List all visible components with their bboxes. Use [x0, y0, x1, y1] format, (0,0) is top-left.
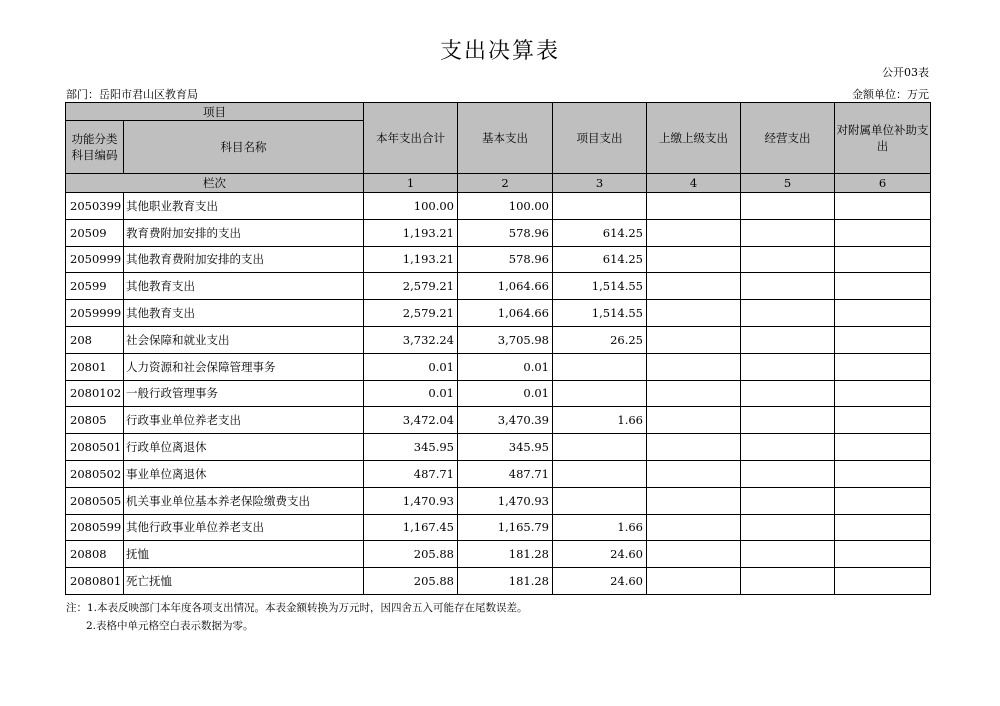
- cell-business: [741, 353, 835, 380]
- cell-basic: 345.95: [458, 434, 553, 461]
- table-row: [66, 541, 931, 568]
- header-name: 科目名称: [124, 121, 364, 174]
- col-number: 1: [364, 174, 458, 193]
- cell-project: 614.25: [553, 246, 647, 273]
- cell-basic: 487.71: [458, 460, 553, 487]
- cell-upper: [647, 193, 741, 220]
- cell-total: 3,732.24: [364, 326, 458, 353]
- cell-total: 1,193.21: [364, 246, 458, 273]
- table-row: [66, 434, 931, 461]
- cell-total: 205.88: [364, 541, 458, 568]
- cell-total: 1,167.45: [364, 514, 458, 541]
- cell-code: 2059999: [66, 300, 124, 327]
- table-row: [66, 353, 931, 380]
- cell-subsidy: [835, 353, 931, 380]
- cell-name: 抚恤: [124, 541, 364, 568]
- cell-total: 345.95: [364, 434, 458, 461]
- cell-business: [741, 407, 835, 434]
- cell-upper: [647, 246, 741, 273]
- note-1: 注：1.本表反映部门本年度各项支出情况。本表金额转换为万元时，因四舍五入可能存在尾数误差。: [66, 602, 528, 614]
- cell-basic: 1,064.66: [458, 273, 553, 300]
- cell-subsidy: [835, 514, 931, 541]
- header-col-total: 本年支出合计: [364, 103, 458, 174]
- cell-upper: [647, 434, 741, 461]
- cell-total: 0.01: [364, 353, 458, 380]
- cell-subsidy: [835, 380, 931, 407]
- cell-business: [741, 193, 835, 220]
- cell-project: 1.66: [553, 514, 647, 541]
- cell-upper: [647, 487, 741, 514]
- cell-project: [553, 460, 647, 487]
- cell-project: 614.25: [553, 219, 647, 246]
- header-code: 功能分类科目编码: [66, 121, 124, 174]
- cell-name: 事业单位离退休: [124, 460, 364, 487]
- cell-project: 1,514.55: [553, 273, 647, 300]
- cell-basic: 181.28: [458, 568, 553, 595]
- col-number: 4: [647, 174, 741, 193]
- cell-name: 其他教育支出: [124, 300, 364, 327]
- cell-basic: 0.01: [458, 353, 553, 380]
- table-row: [66, 407, 931, 434]
- cell-code: 2080505: [66, 487, 124, 514]
- table-row: [66, 380, 931, 407]
- expenditure-table: [65, 102, 931, 595]
- cell-project: 24.60: [553, 568, 647, 595]
- cell-upper: [647, 460, 741, 487]
- header-col-basic: 基本支出: [458, 103, 553, 174]
- cell-basic: 181.28: [458, 541, 553, 568]
- cell-subsidy: [835, 487, 931, 514]
- cell-code: 2080102: [66, 380, 124, 407]
- col-number: 5: [741, 174, 835, 193]
- cell-subsidy: [835, 541, 931, 568]
- cell-business: [741, 219, 835, 246]
- cell-name: 行政事业单位养老支出: [124, 407, 364, 434]
- cell-business: [741, 434, 835, 461]
- cell-upper: [647, 219, 741, 246]
- cell-subsidy: [835, 246, 931, 273]
- cell-code: 20808: [66, 541, 124, 568]
- cell-business: [741, 541, 835, 568]
- cell-subsidy: [835, 568, 931, 595]
- col-number: 2: [458, 174, 553, 193]
- header-col-subsidy: 对附属单位补助支出: [835, 103, 931, 174]
- table-row: [66, 460, 931, 487]
- cell-name: 机关事业单位基本养老保险缴费支出: [124, 487, 364, 514]
- cell-business: [741, 273, 835, 300]
- cell-project: [553, 380, 647, 407]
- cell-upper: [647, 353, 741, 380]
- table-row: [66, 487, 931, 514]
- cell-project: [553, 487, 647, 514]
- cell-business: [741, 326, 835, 353]
- cell-total: 100.00: [364, 193, 458, 220]
- cell-basic: 578.96: [458, 219, 553, 246]
- cell-basic: 578.96: [458, 246, 553, 273]
- cell-project: 1.66: [553, 407, 647, 434]
- cell-subsidy: [835, 460, 931, 487]
- cell-total: 1,193.21: [364, 219, 458, 246]
- cell-name: 人力资源和社会保障管理事务: [124, 353, 364, 380]
- cell-name: 其他教育支出: [124, 273, 364, 300]
- cell-code: 20599: [66, 273, 124, 300]
- amount-unit-label: 金额单位：万元: [852, 88, 929, 101]
- header-col-upper: 上缴上级支出: [647, 103, 741, 174]
- cell-total: 0.01: [364, 380, 458, 407]
- cell-name: 教育费附加安排的支出: [124, 219, 364, 246]
- cell-basic: 3,470.39: [458, 407, 553, 434]
- cell-name: 社会保障和就业支出: [124, 326, 364, 353]
- cell-total: 3,472.04: [364, 407, 458, 434]
- cell-business: [741, 300, 835, 327]
- department-label: 部门：岳阳市君山区教育局: [66, 88, 198, 101]
- cell-code: 2050999: [66, 246, 124, 273]
- cell-subsidy: [835, 407, 931, 434]
- cell-upper: [647, 407, 741, 434]
- table-row: [66, 514, 931, 541]
- header-item: 项目: [66, 103, 364, 121]
- cell-name: 行政单位离退休: [124, 434, 364, 461]
- cell-project: 26.25: [553, 326, 647, 353]
- cell-code: 2080502: [66, 460, 124, 487]
- cell-subsidy: [835, 434, 931, 461]
- cell-total: 1,470.93: [364, 487, 458, 514]
- table-row: [66, 246, 931, 273]
- cell-project: [553, 193, 647, 220]
- cell-total: 205.88: [364, 568, 458, 595]
- cell-subsidy: [835, 219, 931, 246]
- cell-upper: [647, 514, 741, 541]
- cell-business: [741, 568, 835, 595]
- table-row: [66, 219, 931, 246]
- cell-project: 24.60: [553, 541, 647, 568]
- cell-project: 1,514.55: [553, 300, 647, 327]
- cell-basic: 0.01: [458, 380, 553, 407]
- cell-total: 2,579.21: [364, 273, 458, 300]
- cell-business: [741, 460, 835, 487]
- cell-name: 其他职业教育支出: [124, 193, 364, 220]
- cell-subsidy: [835, 193, 931, 220]
- cell-total: 2,579.21: [364, 300, 458, 327]
- cell-business: [741, 487, 835, 514]
- col-number: 6: [835, 174, 931, 193]
- cell-total: 487.71: [364, 460, 458, 487]
- cell-subsidy: [835, 273, 931, 300]
- cell-project: [553, 353, 647, 380]
- cell-upper: [647, 273, 741, 300]
- table-row: [66, 568, 931, 595]
- cell-code: 208: [66, 326, 124, 353]
- note-2: 2.表格中单元格空白表示数据为零。: [86, 620, 254, 632]
- cell-upper: [647, 541, 741, 568]
- cell-upper: [647, 568, 741, 595]
- col-number: 3: [553, 174, 647, 193]
- cell-subsidy: [835, 326, 931, 353]
- form-number: 公开03表: [882, 66, 929, 79]
- header-col-project: 项目支出: [553, 103, 647, 174]
- footnotes: [66, 599, 528, 635]
- cell-project: [553, 434, 647, 461]
- cell-business: [741, 514, 835, 541]
- cell-upper: [647, 300, 741, 327]
- cell-code: 20509: [66, 219, 124, 246]
- table-row: [66, 326, 931, 353]
- table-row: [66, 273, 931, 300]
- cell-basic: 1,165.79: [458, 514, 553, 541]
- cell-basic: 1,064.66: [458, 300, 553, 327]
- cell-name: 其他教育费附加安排的支出: [124, 246, 364, 273]
- cell-code: 2080501: [66, 434, 124, 461]
- header-col-business: 经营支出: [741, 103, 835, 174]
- header-row-label: 栏次: [66, 174, 364, 193]
- cell-business: [741, 246, 835, 273]
- cell-code: 20801: [66, 353, 124, 380]
- page-title: 支出决算表: [439, 39, 560, 64]
- cell-code: 2080801: [66, 568, 124, 595]
- cell-subsidy: [835, 300, 931, 327]
- cell-name: 一般行政管理事务: [124, 380, 364, 407]
- table-row: [66, 193, 931, 220]
- cell-upper: [647, 380, 741, 407]
- cell-business: [741, 380, 835, 407]
- cell-basic: 1,470.93: [458, 487, 553, 514]
- cell-basic: 100.00: [458, 193, 553, 220]
- cell-code: 2080599: [66, 514, 124, 541]
- table-row: [66, 300, 931, 327]
- cell-name: 其他行政事业单位养老支出: [124, 514, 364, 541]
- cell-basic: 3,705.98: [458, 326, 553, 353]
- cell-name: 死亡抚恤: [124, 568, 364, 595]
- cell-upper: [647, 326, 741, 353]
- cell-code: 2050399: [66, 193, 124, 220]
- cell-code: 20805: [66, 407, 124, 434]
